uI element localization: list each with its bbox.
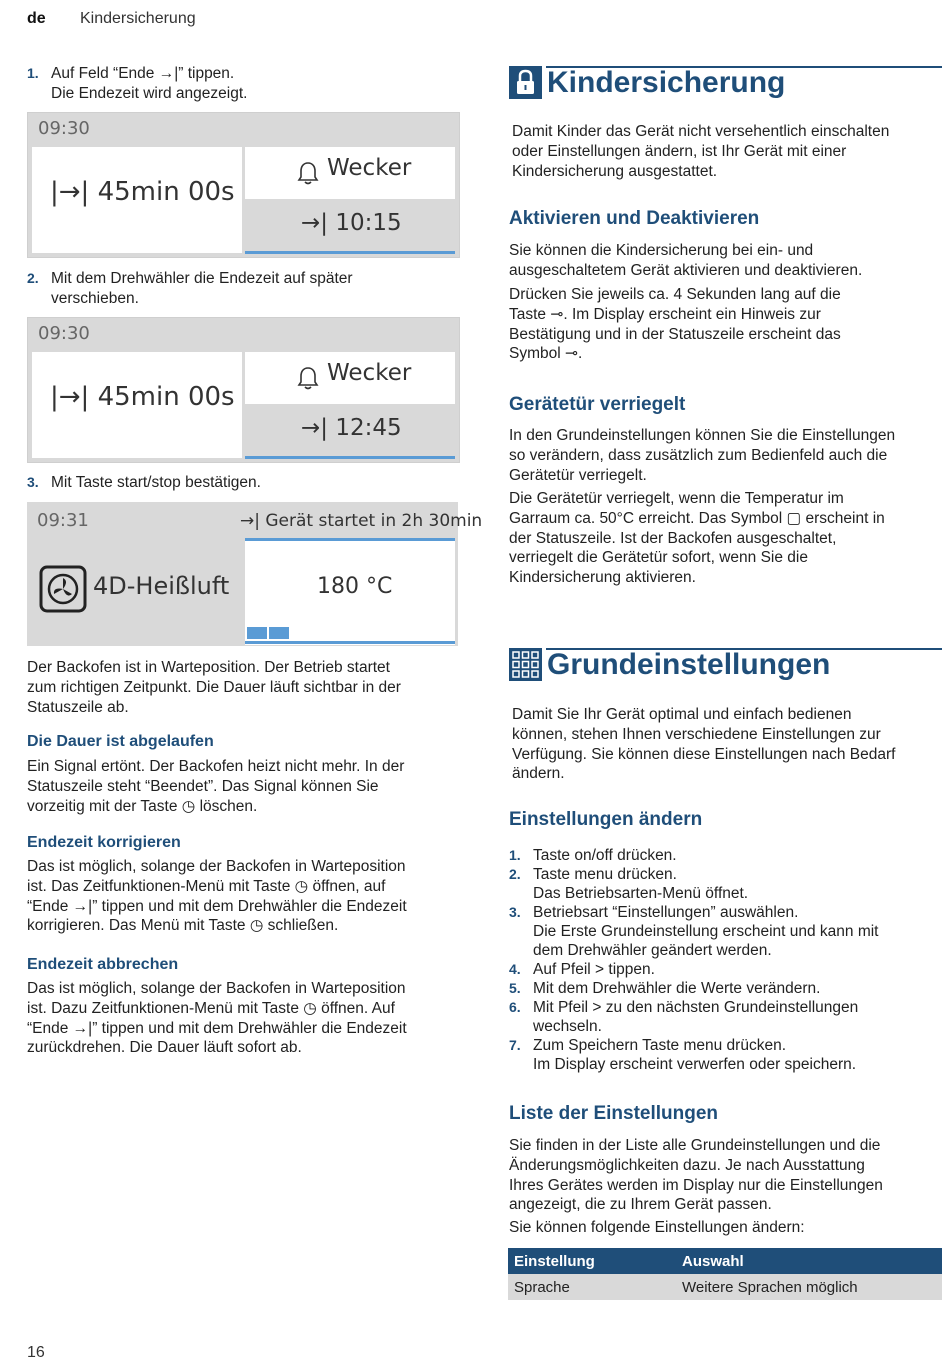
paragraph-waiting: Der Backofen ist in Warteposition. Der Betrieb startet zum richtigen Zeitpunkt. Die Dauer läuft sichtbar in der Statuszeile ab. <box>27 659 401 716</box>
bell-icon <box>297 366 319 396</box>
duration-panel <box>32 352 242 458</box>
subheading-duration-done: Die Dauer ist abgelaufen <box>27 733 214 750</box>
display-screen-2 <box>27 317 460 463</box>
subheading-correct-end: Endezeit korrigieren <box>27 834 181 851</box>
paragraph-door-locked-2: Die Gerätetür verriegelt, wenn die Temperatur im Garraum ca. 50°C erreicht. Das Symbol ▢ erscheint in der Statuszeile. Ist der Backofen ausgeschaltet, verriegelt die Gerätetür sofort, wenn Sie die Kindersicherung aktivieren. <box>509 490 885 587</box>
fan-heating-icon <box>39 565 87 619</box>
clock-time: 09:30 <box>38 118 90 139</box>
step-text: verschieben. <box>51 290 139 307</box>
table-header-row <box>508 1248 942 1274</box>
temperature-field[interactable] <box>245 538 455 645</box>
heading-settings-list: Liste der Einstellungen <box>509 1103 719 1124</box>
progress-segment <box>247 627 267 639</box>
end-time-field[interactable] <box>245 406 455 459</box>
page-number: 16 <box>27 1344 45 1361</box>
bell-icon <box>297 161 319 191</box>
mode-name: 4D-Heißluft <box>93 572 230 600</box>
paragraph-activate-2: Drücken Sie jeweils ca. 4 Sekunden lang auf die Taste ⊸. Im Display erscheint ein Hinweis zur Bestätigung und in der Statuszeile erscheint das Symbol ⊸. <box>509 286 841 363</box>
heading-change-settings: Einstellungen ändern <box>509 809 703 830</box>
display-screen-1 <box>27 112 460 258</box>
lock-icon <box>509 66 542 99</box>
subheading-cancel-end: Endezeit abbrechen <box>27 956 179 973</box>
alarm-panel[interactable] <box>245 352 455 404</box>
duration-value: |→| 45min 00s <box>50 177 235 207</box>
alarm-label: Wecker <box>327 155 412 181</box>
paragraph-cancel-end: Das ist möglich, solange der Backofen in Warteposition ist. Dazu Zeitfunktionen-Menü mit Taste ◷ öffnen. Auf “Ende →|” tippen und mit dem Drehwähler die Endezeit zurückdrehen. Die Dauer läuft sofort ab. <box>27 980 407 1057</box>
table-header: Auswahl <box>676 1248 942 1274</box>
heading-basic-settings: Grundeinstellungen <box>547 648 831 681</box>
alarm-label: Wecker <box>327 360 412 386</box>
table-cell: Weitere Sprachen möglich <box>676 1274 942 1300</box>
paragraph-door-locked-1: In den Grundeinstellungen können Sie die Einstellungen so verändern, dass zusätzlich zum Bedienfeld auch die Gerätetür verriegelt. <box>509 427 896 484</box>
step-number: 1. <box>27 65 39 81</box>
clock-time: 09:31 <box>37 510 89 531</box>
alarm-panel[interactable] <box>245 147 455 199</box>
paragraph-duration-done: Ein Signal ertönt. Der Backofen heizt nicht mehr. In der Statuszeile steht “Beendet”. Das Signal können Sie vorzeitig mit der Taste ◷ löschen. <box>27 758 405 815</box>
settings-table <box>508 1248 942 1300</box>
heading-activate: Aktivieren und Deaktivieren <box>509 208 760 229</box>
paragraph-settings-list: Sie finden in der Liste alle Grundeinstellungen und die Änderungsmöglichkeiten dazu. Je nach Ausstattung Ihres Gerätes werden im Display nur die Einstellungen angezeigt, die zu Ihrem Gerät passen. <box>509 1137 883 1214</box>
heading-door-locked: Gerätetür verriegelt <box>509 394 686 415</box>
progress-bar <box>245 641 455 644</box>
paragraph-child-lock-intro: Damit Kinder das Gerät nicht versehentlich einschalten oder Einstellungen ändern, ist Ihr Gerät mit einer Kindersicherung ausgestattet. <box>512 123 890 180</box>
end-time-field[interactable] <box>245 201 455 254</box>
step-text: Mit Taste start/stop bestätigen. <box>51 474 261 491</box>
table-header: Einstellung <box>508 1248 676 1274</box>
status-line: →| Gerät startet in 2h 30min <box>240 511 483 531</box>
step-number: 3. <box>27 474 39 490</box>
table-row <box>508 1274 942 1300</box>
step-number: 2. <box>27 270 39 286</box>
step-text: Die Endezeit wird angezeigt. <box>51 85 248 102</box>
heading-child-lock: Kindersicherung <box>547 66 786 99</box>
temperature-value: 180 °C <box>317 574 393 599</box>
display-screen-3 <box>27 502 483 646</box>
end-time-value: →| 10:15 <box>301 210 402 236</box>
step-text: Mit dem Drehwähler die Endezeit auf später <box>51 270 353 287</box>
end-time-value: →| 12:45 <box>301 415 402 441</box>
progress-segment <box>269 627 289 639</box>
paragraph-correct-end: Das ist möglich, solange der Backofen in Warteposition ist. Das Zeitfunktionen-Menü mit Taste ◷ öffnen, auf “Ende →|” tippen und mit dem Drehwähler die Endezeit korrigieren. Das Menü mit Taste ◷ schließen. <box>27 858 407 935</box>
table-cell: Sprache <box>508 1274 676 1300</box>
language-tag: de <box>27 10 46 27</box>
settings-grid-icon <box>509 648 542 681</box>
clock-time: 09:30 <box>38 323 90 344</box>
paragraph-settings-intro: Sie können folgende Einstellungen ändern: <box>509 1219 805 1236</box>
running-header: Kindersicherung <box>80 10 196 27</box>
step-text: Auf Feld “Ende →|” tippen. <box>51 65 235 82</box>
paragraph-activate-1: Sie können die Kindersicherung bei ein- und ausgeschaltetem Gerät aktivieren und deaktivieren. <box>509 242 863 279</box>
paragraph-basic-settings-intro: Damit Sie Ihr Gerät optimal und einfach bedienen können, stehen Ihnen verschiedene Einstellungen zur Verfügung. Sie können diese Einstellungen nach Bedarf ändern. <box>512 706 896 783</box>
duration-panel <box>32 147 242 253</box>
duration-value: |→| 45min 00s <box>50 382 235 412</box>
